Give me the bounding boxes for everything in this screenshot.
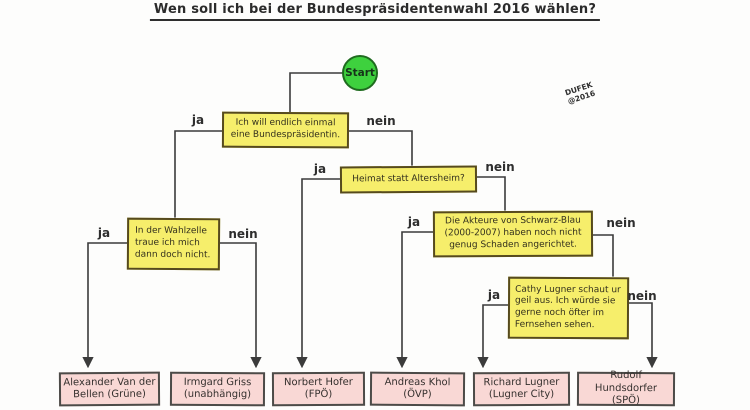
- edge-label-heimat-ja: ja: [313, 162, 327, 176]
- decision-bundespraesidentin: [222, 112, 349, 149]
- edge-q1-nein: [345, 131, 412, 165]
- candidate-party: (unabhängig): [183, 388, 252, 401]
- edge-label-heimat-nein: nein: [485, 160, 515, 174]
- start-node: [342, 55, 378, 91]
- candidate-name: Richard Lugner: [483, 376, 560, 388]
- decision-text: In der Wahlzelle traue ich mich dann doch nicht.: [134, 226, 211, 261]
- candidate-party: (Grüne): [107, 388, 146, 401]
- candidate-name: Norbert Hofer: [284, 376, 353, 388]
- decision-schwarzblau: [433, 211, 593, 258]
- edge-label-schwarzblau-nein: nein: [606, 216, 636, 230]
- result-lugner: [473, 372, 570, 407]
- result-van-der-bellen: [59, 372, 160, 407]
- edge-wahlzelle-nein: [220, 243, 256, 366]
- candidate: [174, 376, 261, 401]
- candidate-party: (SPÖ): [611, 395, 640, 407]
- candidate-name: Rudolf Hundsdorfer: [594, 370, 658, 394]
- candidate-name: Irmgard Griss: [183, 376, 252, 388]
- decision-wahlzelle: [127, 218, 220, 271]
- edge-label-wahlzelle-nein: nein: [228, 227, 258, 241]
- result-khol: [370, 372, 465, 407]
- page-title: Wen soll ich bei der Bundespräsidentenwahl 2016 wählen?: [150, 2, 600, 21]
- candidate: [276, 376, 361, 401]
- edge-schwarzblau-ja: [402, 232, 433, 366]
- decision-text: Ich will endlich einmal eine Bundespräsidentin.: [230, 118, 341, 141]
- candidate: [477, 376, 566, 401]
- result-hundsdorfer: [577, 372, 675, 407]
- edge-cathy-nein: [629, 303, 652, 366]
- edge-label-q1-nein: nein: [366, 114, 396, 128]
- edge-start-to-q1: [290, 73, 343, 112]
- decision-text: Die Akteure von Schwarz-Blau (2000-2007) haben noch nicht genug Schaden angerichtet.: [444, 216, 582, 251]
- candidate: [63, 376, 156, 402]
- candidate-party: (FPÖ): [304, 388, 333, 401]
- decision-heimat: [340, 166, 477, 194]
- result-hofer: [272, 372, 365, 406]
- candidate-name: Andreas Khol: [384, 376, 451, 388]
- candidate-party: (Lugner City): [488, 388, 555, 401]
- edge-label-cathy-nein: nein: [627, 289, 657, 303]
- decision-text: Cathy Lugner schaut ur geil aus. Ich würde sie gerne noch öfter im Fernsehen sehen.: [514, 284, 621, 330]
- edge-wahlzelle-ja: [88, 243, 127, 366]
- candidate: [374, 376, 461, 402]
- candidate-name: Alexander Van der Bellen: [63, 376, 156, 401]
- edge-label-schwarzblau-ja: ja: [407, 215, 421, 229]
- edge-heimat-nein: [477, 177, 505, 210]
- edge-schwarzblau-nein: [593, 235, 613, 276]
- edge-heimat-ja: [302, 179, 340, 366]
- decision-text: Heimat statt Altersheim?: [352, 173, 465, 185]
- edge-cathy-ja: [483, 305, 508, 366]
- edge-q1-ja: [175, 131, 222, 217]
- start-label: Start: [345, 67, 375, 79]
- candidate-party: (ÖVP): [403, 388, 432, 401]
- edge-label-q1-ja: ja: [191, 113, 205, 127]
- result-griss: [170, 372, 265, 406]
- edge-label-wahlzelle-ja: ja: [97, 226, 111, 240]
- edge-label-cathy-ja: ja: [487, 288, 501, 302]
- artist-signature: DUFEK @2016: [563, 80, 597, 107]
- decision-cathy: [508, 277, 629, 340]
- candidate: [581, 370, 671, 408]
